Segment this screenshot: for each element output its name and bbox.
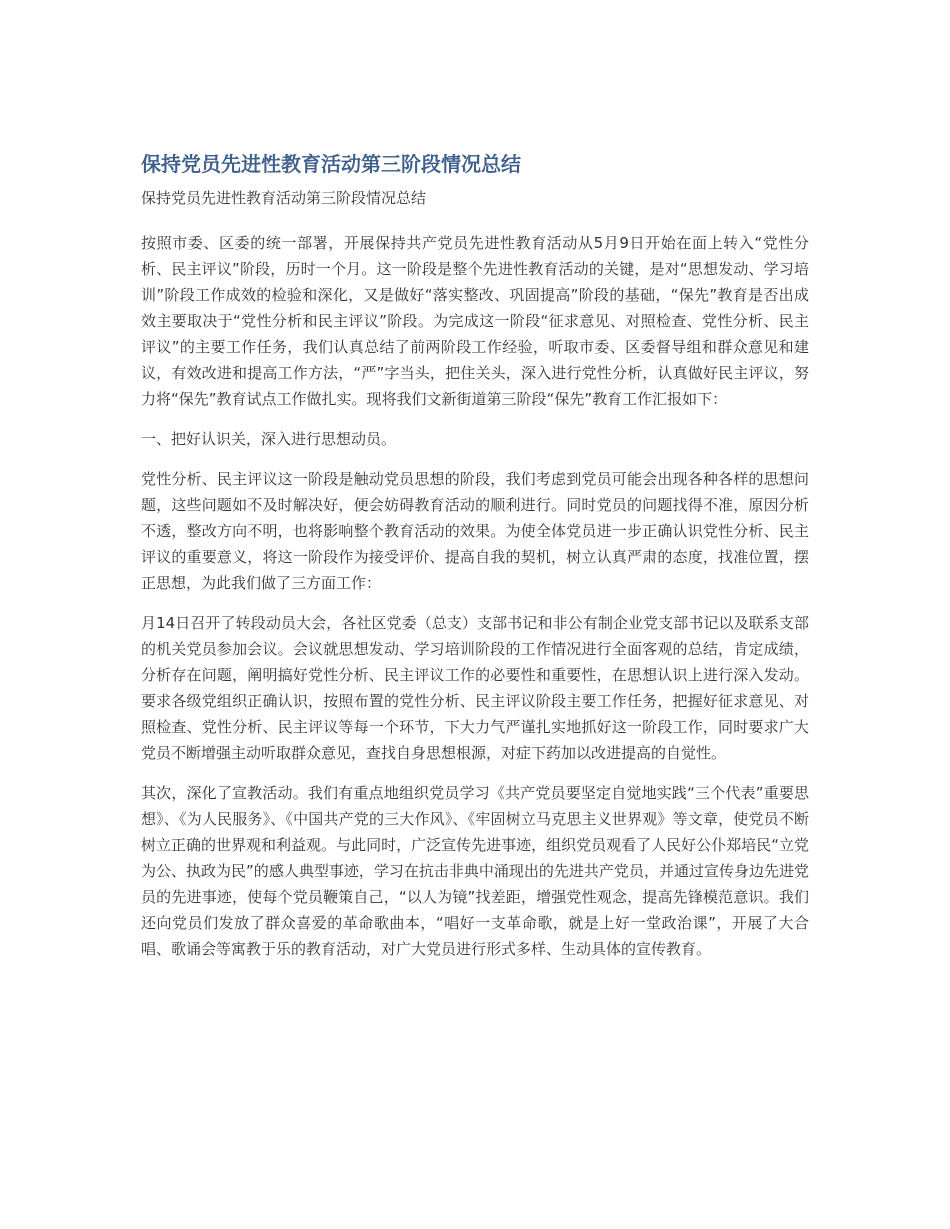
paragraph-mobilization-meeting: 月14日召开了转段动员大会，各社区党委（总支）支部书记和非公有制企业党支部书记以及联系支部的机关党员参加会议。会议就思想发动、学习培训阶段的工作情况进行全面客观的总结，肯定成绩，分析存在问题，阐明搞好党性分析、民主评议工作的必要性和重要性，在思想认识上进行深入发动。要求各级党组织正确认识，按照布置的党性分析、民主评议阶段主要工作任务，把握好征求意见、对照检查、党性分析、民主评议等每一个环节，下大力气严谨扎实地抓好这一阶段工作，同时要求广大党员不断增强主动听取群众意见，查找自身思想根源，对症下药加以改进提高的自觉性。: [141, 614, 809, 762]
document-subtitle: 保持党员先进性教育活动第三阶段情况总结: [141, 189, 427, 207]
paragraph-party-analysis: 党性分析、民主评议这一阶段是触动党员思想的阶段，我们考虑到党员可能会出现各种各样的思想问题，这些问题如不及时解决好，便会妨碍教育活动的顺利进行。同时党员的问题找得不准，原因分析不透，整改方向不明，也将影响整个教育活动的效果。为使全体党员进一步正确认识党性分析、民主评议的重要意义，将这一阶段作为接受评价、提高自我的契机，树立认真严肃的态度，找准位置，摆正思想，为此我们做了三方面工作：: [141, 470, 809, 592]
paragraph-section-heading: 一、把好认识关，深入进行思想动员。: [141, 430, 397, 448]
document-page: [141, 150, 809, 976]
document-title: 保持党员先进性教育活动第三阶段情况总结: [141, 152, 521, 176]
paragraph-intro: 按照市委、区委的统一部署，开展保持共产党员先进性教育活动从5月9日开始在面上转入“党性分析、民主评议”阶段，历时一个月。这一阶段是整个先进性教育活动的关键，是对“思想发动、学习培训”阶段工作成效的检验和深化，又是做好“落实整改、巩固提高”阶段的基础，“保先”教育是否出成效主要取决于“党性分析和民主评议”阶段。为完成这一阶段“征求意见、对照检查、党性分析、民主评议”的主要工作任务，我们认真总结了前两阶段工作经验，听取市委、区委督导组和群众意见和建议，有效改进和提高工作方法，“严”字当头，把住关头，深入进行党性分析，认真做好民主评议，努力将“保先”教育试点工作做扎实。现将我们文新街道第三阶段“保先”教育工作汇报如下：: [141, 234, 809, 408]
paragraph-education-activities: 其次，深化了宣教活动。我们有重点地组织党员学习《共产党员要坚定自觉地实践“三个代表”重要思想》、《为人民服务》、《中国共产党的三大作风》、《牢固树立马克思主义世界观》等文章，使党员不断树立正确的世界观和利益观。与此同时，广泛宣传先进事迹，组织党员观看了人民好公仆郑培民“立党为公、执政为民”的感人典型事迹，学习在抗击非典中涌现出的先进共产党员，并通过宣传身边先进党员的先进事迹，使每个党员鞭策自己，“以人为镜”找差距，增强党性观念，提高先锋模范意识。我们还向党员们发放了群众喜爱的革命歌曲本，“唱好一支革命歌，就是上好一堂政治课”，开展了大合唱、歌诵会等寓教于乐的教育活动，对广大党员进行形式多样、生动具体的宣传教育。: [141, 784, 809, 958]
